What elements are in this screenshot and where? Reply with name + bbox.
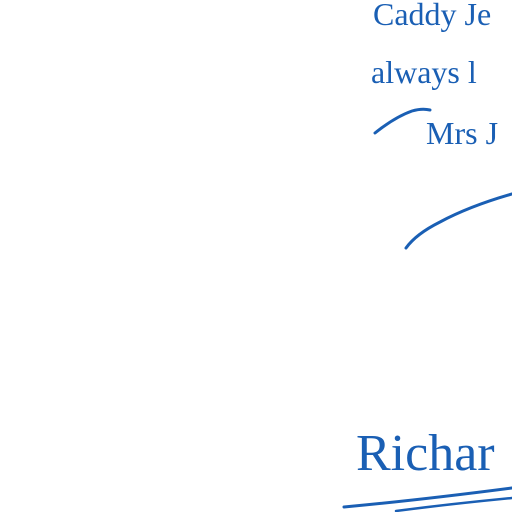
signature-name: Richar <box>356 425 495 482</box>
note-line-3: Mrs J <box>426 115 499 151</box>
signature-underline <box>344 488 512 507</box>
pen-stroke-short <box>375 109 430 133</box>
pen-stroke-long <box>406 194 512 248</box>
note-line-1: Caddy Je <box>373 0 492 32</box>
note-line-2: always l <box>371 54 477 90</box>
